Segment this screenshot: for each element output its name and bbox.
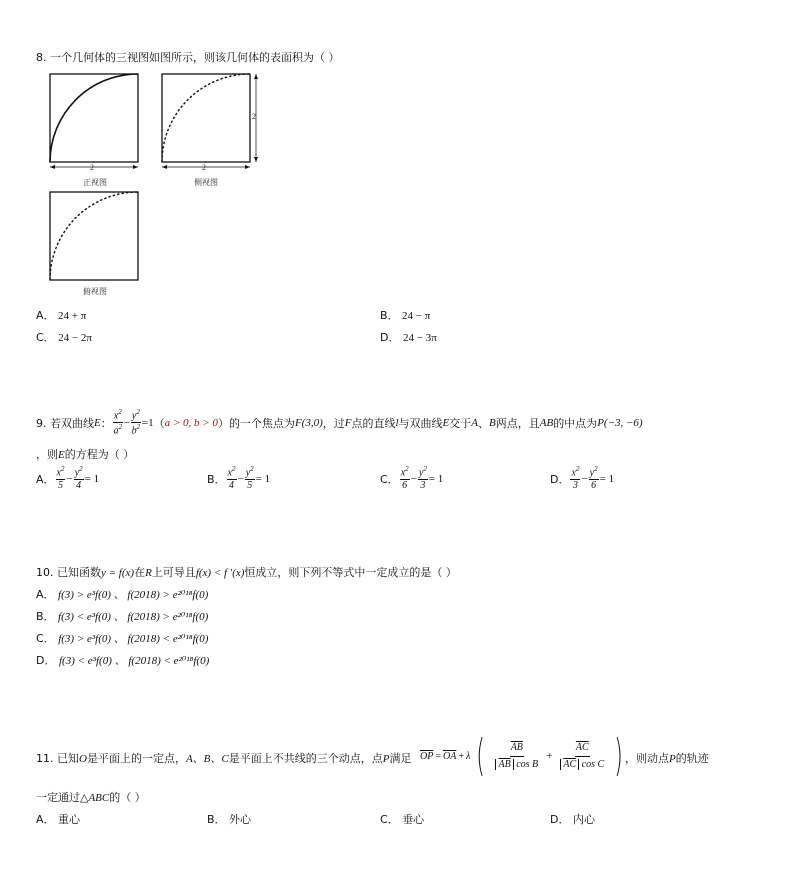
q9-option-a[interactable]: A． $\frac{x^2}{5}$ − $\frac{y^2}{4}$ = 1 [36, 465, 100, 492]
front-caption: 正视图 [83, 178, 107, 187]
q8-stem: 8. 一个几何体的三视图如图所示，则该几何体的表面积为（ ） [36, 51, 340, 64]
q11-vector-formula: $\overline{OP}$ = $\overline{OA}$ + λ ( $\frac{\overline{AB}}{\overline{AB} \cos B}$ + $\frac{\overline{AC}}{\overline{AC} \cos C}$ ) [420, 730, 624, 781]
q11-option-c[interactable]: C． 垂心 [380, 813, 425, 826]
q11-stem-tail: ，则动点P的轨迹 [625, 752, 709, 765]
q8-three-views [44, 70, 264, 300]
q8-option-a[interactable]: A． 24 + π [36, 309, 87, 322]
q11-option-b[interactable]: B． 外心 [207, 813, 252, 826]
q9-stem-line2: ，则E的方程为（ ） [36, 448, 135, 461]
q10-option-d[interactable]: D． f(3) < e³f(0) 、 f(2018) < e²⁰¹⁸f(0) [36, 654, 210, 667]
side-height-label: 2 [252, 112, 256, 121]
q11-stem-line2: 一定通过△ABC的（ ） [36, 791, 146, 804]
side-dim-label: 2 [202, 163, 206, 172]
q9-option-b[interactable]: B． $\frac{x^2}{4}$ − $\frac{y^2}{5}$ = 1 [207, 465, 271, 492]
side-caption: 侧视图 [194, 178, 218, 187]
q10-stem: 10. 已知函数y = f(x)在R上可导且f(x) < f ′(x)恒成立，则下列不等式中一定成立的是（ ） [36, 566, 457, 579]
q8-option-b[interactable]: B． 24 − π [380, 309, 431, 322]
q9-stem: 9. 若双曲线 E ： $\frac{x^2}{a^2}$ − $\frac{y^2}{b^2}$ =1 （ a > 0, b > 0 ） 的一个焦点为 F(3,0) ，过 F 点的直线 l 与双曲线 E 交于 A 、 B 两点，且 AB 的中点为 P(−3, −6) [36, 408, 643, 437]
q9-option-c[interactable]: C． $\frac{x^2}{6}$ − $\frac{y^2}{3}$ = 1 [380, 465, 444, 492]
q11-option-a[interactable]: A． 重心 [36, 813, 81, 826]
q8-option-d[interactable]: D． 24 − 3π [380, 331, 437, 344]
q10-option-a[interactable]: A． f(3) > e³f(0) 、 f(2018) > e²⁰¹⁸f(0) [36, 588, 209, 601]
q11-stem: 11. 已知O是平面上的一定点，A、B、C是平面上不共线的三个动点，点P满足 [36, 752, 412, 765]
q9-option-d[interactable]: D． $\frac{x^2}{3}$ − $\frac{y^2}{6}$ = 1 [550, 465, 615, 492]
q8-option-c[interactable]: C． 24 − 2π [36, 331, 92, 344]
front-dim-label: 2 [90, 163, 94, 172]
q10-option-b[interactable]: B． f(3) < e³f(0) 、 f(2018) > e²⁰¹⁸f(0) [36, 610, 209, 623]
q10-option-c[interactable]: C． f(3) > e³f(0) 、 f(2018) < e²⁰¹⁸f(0) [36, 632, 209, 645]
q11-option-d[interactable]: D． 内心 [550, 813, 595, 826]
top-caption: 俯视图 [83, 287, 107, 296]
